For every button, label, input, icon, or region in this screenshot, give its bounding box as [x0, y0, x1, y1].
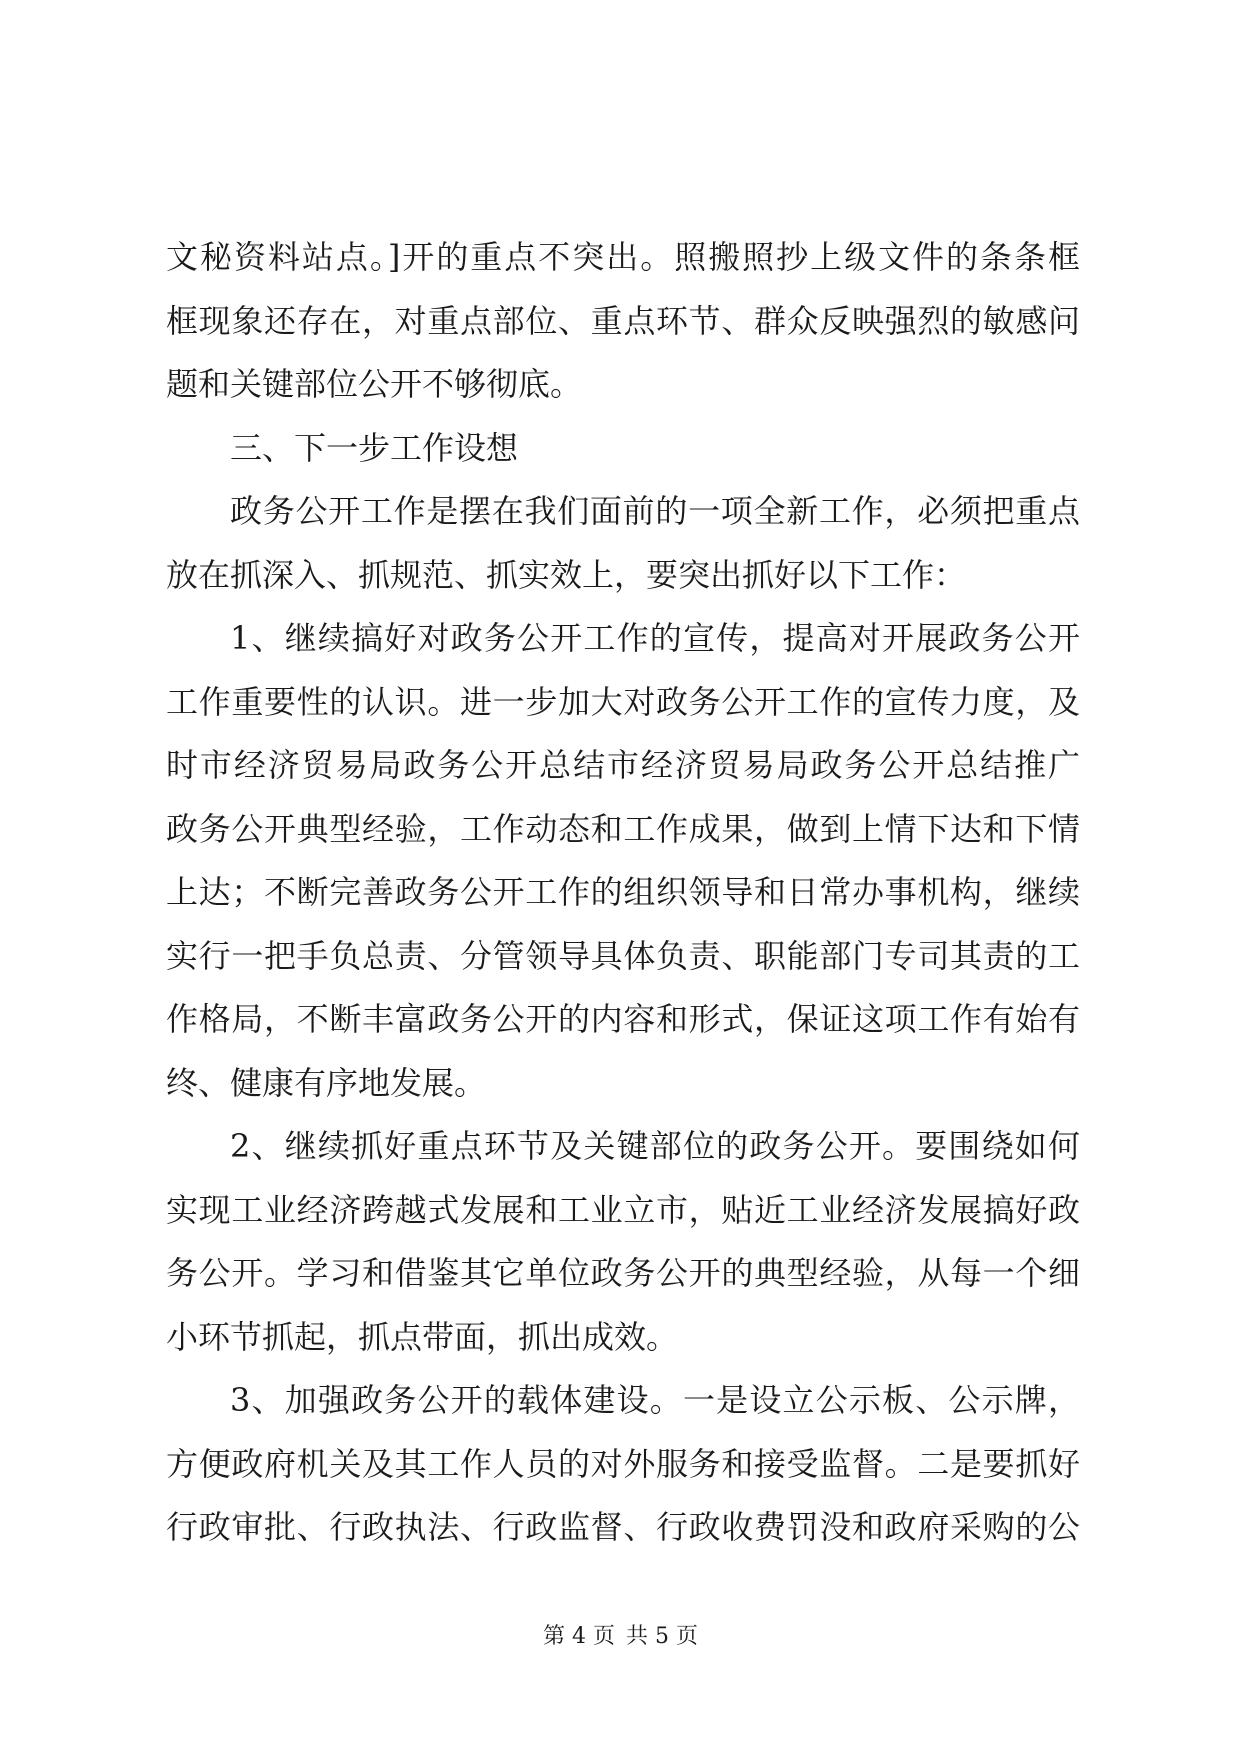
- section-heading: 三、下一步工作设想: [230, 428, 519, 467]
- text-line: 题和关键部位公开不够彻底。: [166, 365, 583, 403]
- text-line: 作格局，不断丰富政务公开的内容和形式，保证这项工作有始有: [166, 1000, 1080, 1038]
- text-line: 3、加强政务公开的载体建设。一是设立公示板、公示牌，: [230, 1381, 1080, 1419]
- page-footer: [0, 1622, 1241, 1652]
- text-line: 实行一把手负总责、分管领导具体负责、职能部门专司其责的工: [166, 936, 1080, 975]
- text-line: 终、健康有序地发展。: [166, 1063, 487, 1102]
- text-line: 政务公开典型经验，工作动态和工作成果，做到上情下达和下情: [166, 809, 1080, 848]
- text-line: 文秘资料站点。]开的重点不突出。照搬照抄上级文件的条条框: [166, 238, 1080, 276]
- page-total: 共 5 页: [626, 1624, 698, 1649]
- document-body: [166, 226, 1080, 1560]
- text-line: 1、继续搞好对政务公开工作的宣传，提高对开展政务公开: [230, 619, 1080, 657]
- text-line: 上达；不断完善政务公开工作的组织领导和日常办事机构，继续: [166, 873, 1080, 911]
- text-line: 实现工业经济跨越式发展和工业立市，贴近工业经济发展搞好政: [166, 1190, 1080, 1229]
- text-line: 放在抓深入、抓规范、抓实效上，要突出抓好以下工作：: [166, 555, 967, 594]
- text-line: 方便政府机关及其工作人员的对外服务和接受监督。二是要抓好: [166, 1444, 1080, 1483]
- text-line: 小环节抓起，抓点带面，抓出成效。: [166, 1317, 679, 1356]
- text-line: 政务公开工作是摆在我们面前的一项全新工作，必须把重点: [230, 492, 1080, 530]
- text-line: 时市经济贸易局政务公开总结市经济贸易局政务公开总结推广: [166, 746, 1080, 784]
- text-line: 行政审批、行政执法、行政监督、行政收费罚没和政府采购的公: [166, 1508, 1080, 1546]
- text-line: 工作重要性的认识。进一步加大对政务公开工作的宣传力度，及: [166, 682, 1080, 721]
- page-number: 第 4 页: [543, 1624, 615, 1649]
- text-line: 框现象还存在，对重点部位、重点环节、群众反映强烈的敏感问: [166, 301, 1080, 340]
- text-line: 2、继续抓好重点环节及关键部位的政务公开。要围绕如何: [230, 1127, 1080, 1165]
- text-line: 务公开。学习和借鉴其它单位政务公开的典型经验，从每一个细: [166, 1254, 1080, 1292]
